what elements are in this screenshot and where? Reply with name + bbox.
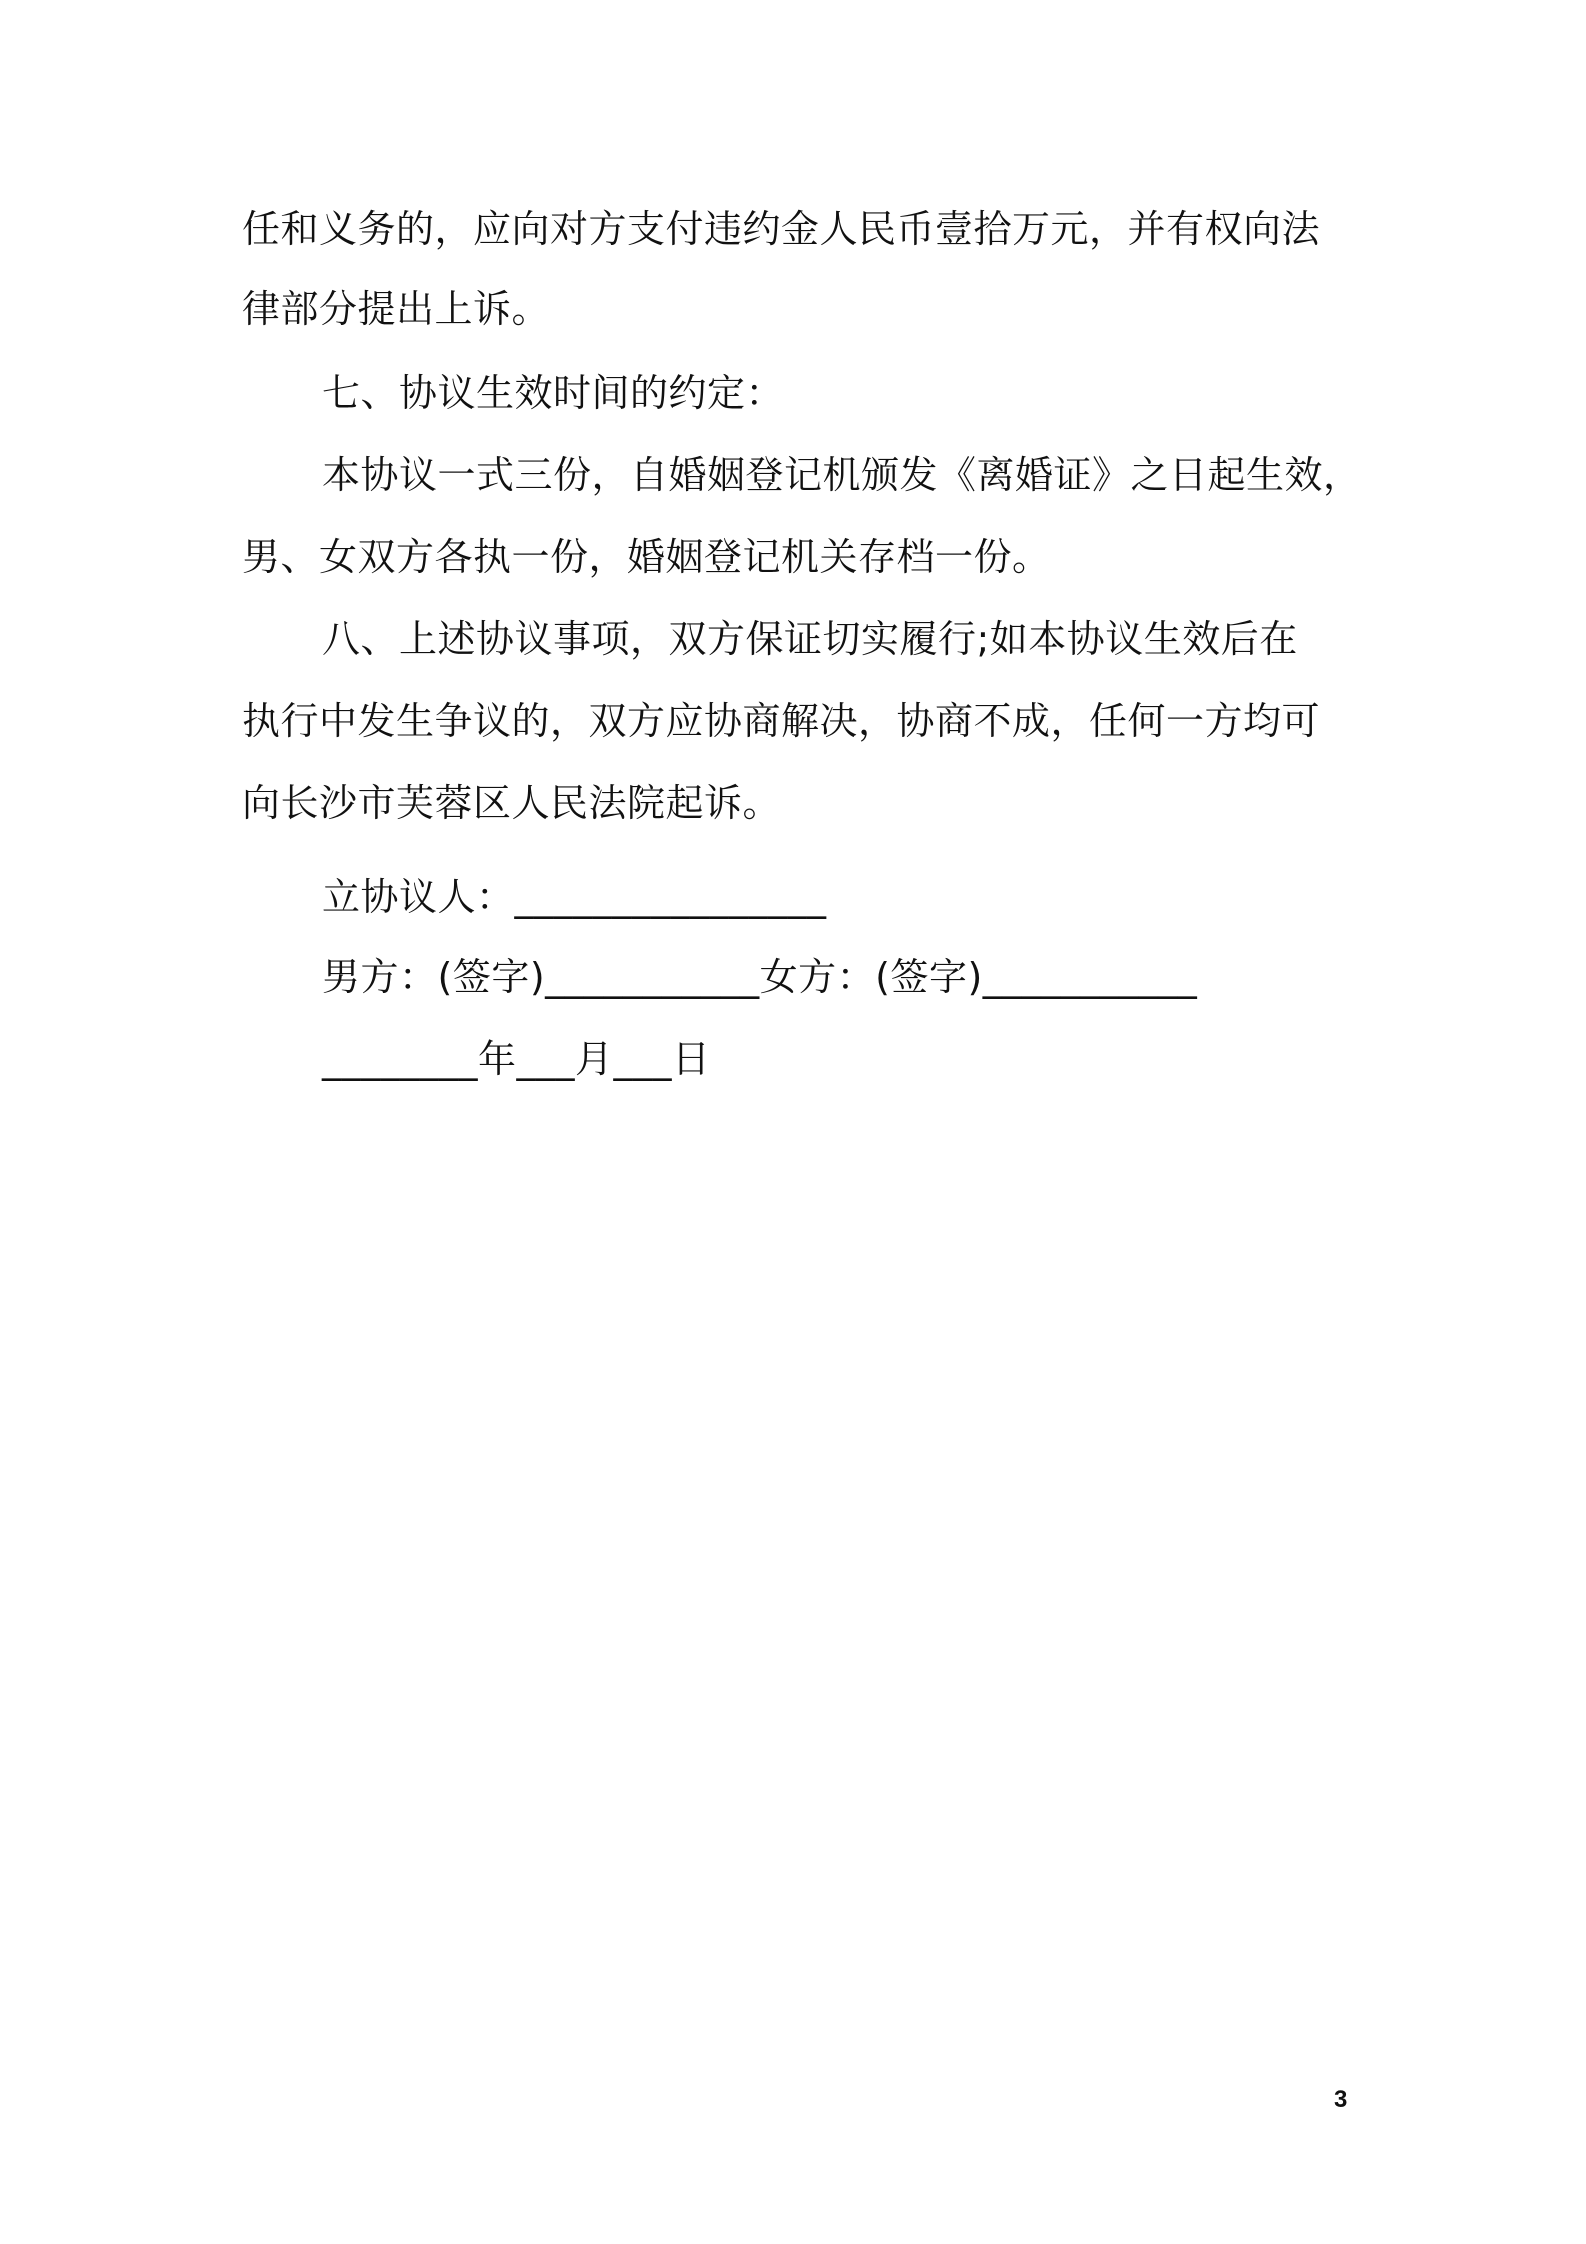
date-line: ________年___月___日 <box>322 1037 711 1081</box>
signature-line: 男方：(签字)___________女方：(签字)___________ <box>322 955 1198 999</box>
page-number: 3 <box>1334 2086 1348 2113</box>
signatory-line: 立协议人：________________ <box>322 875 827 919</box>
paragraph-line-5: 执行中发生争议的，双方应协商解决，协商不成，任何一方均可 <box>242 699 1321 743</box>
paragraph-line-4: 男、女双方各执一份，婚姻登记机关存档一份。 <box>242 535 1051 579</box>
paragraph-line-6: 向长沙市芙蓉区人民法院起诉。 <box>242 781 782 825</box>
section-heading-eight: 八、上述协议事项，双方保证切实履行;如本协议生效后在 <box>322 617 1298 661</box>
paragraph-line-1: 任和义务的，应向对方支付违约金人民币壹拾万元，并有权向法 <box>242 207 1321 251</box>
paragraph-line-3: 本协议一式三份，自婚姻登记机颁发《离婚证》之日起生效， <box>322 453 1362 497</box>
section-heading-seven: 七、协议生效时间的约定： <box>322 371 785 415</box>
paragraph-line-2: 律部分提出上诉。 <box>242 287 551 331</box>
